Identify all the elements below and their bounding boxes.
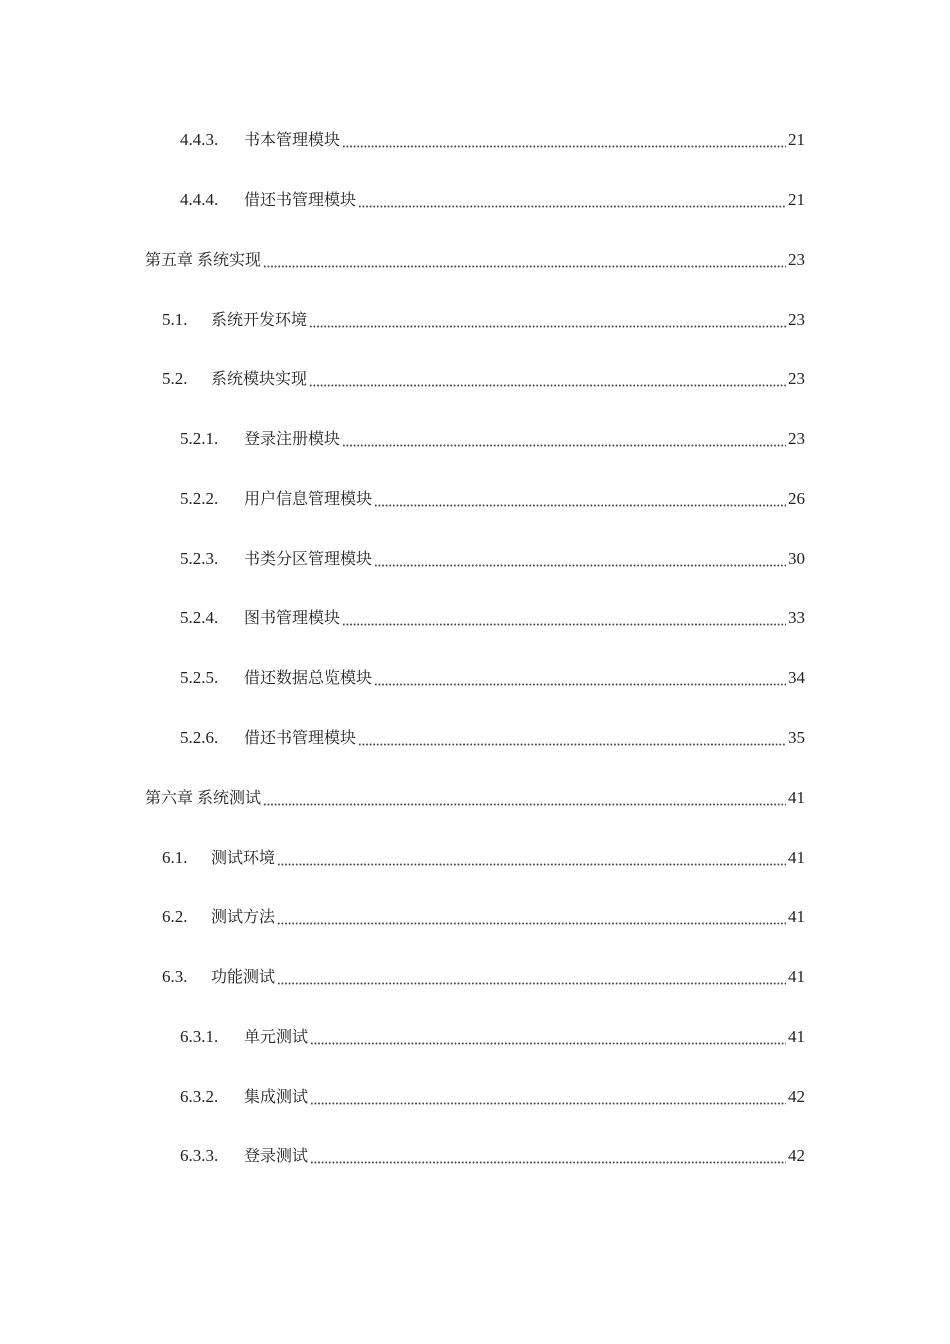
toc-entry[interactable] xyxy=(180,725,805,751)
toc-entry-page: 26 xyxy=(788,489,805,508)
toc-entry[interactable] xyxy=(162,366,805,392)
dot-leader xyxy=(309,375,786,387)
dot-leader xyxy=(310,1033,786,1045)
toc-entry-title: 功能测试 xyxy=(211,967,276,986)
toc-entry-page: 42 xyxy=(788,1087,805,1106)
dot-leader xyxy=(374,555,786,567)
toc-entry[interactable] xyxy=(162,845,805,871)
toc-entry-number: 5.2.4. xyxy=(180,608,219,627)
toc-entry-title: 登录注册模块 xyxy=(244,429,341,448)
toc-entry[interactable] xyxy=(180,426,805,452)
toc-entry-number: 5.2.3. xyxy=(180,549,219,568)
toc-entry-page: 42 xyxy=(788,1146,805,1165)
dot-leader xyxy=(277,913,786,925)
dot-leader xyxy=(309,316,786,328)
toc-entry[interactable] xyxy=(180,1024,805,1050)
dot-leader xyxy=(342,136,786,148)
toc-entry-page: 34 xyxy=(788,668,805,687)
toc-entry[interactable] xyxy=(180,1143,805,1169)
toc-entry-page: 30 xyxy=(788,549,805,568)
toc-entry-number: 6.3.3. xyxy=(180,1146,219,1165)
toc-entry-number: 6.1. xyxy=(162,848,188,867)
toc-entry-title: 测试方法 xyxy=(211,907,276,926)
toc-entry-title: 图书管理模块 xyxy=(244,608,341,627)
toc-entry-number: 4.4.3. xyxy=(180,130,219,149)
toc-entry-page: 33 xyxy=(788,608,805,627)
toc-entry-title: 系统开发环境 xyxy=(211,310,308,329)
toc-entry-title: 用户信息管理模块 xyxy=(244,489,373,508)
toc-entry[interactable] xyxy=(180,127,805,153)
toc-entry-title: 书本管理模块 xyxy=(244,130,341,149)
toc-entry-number: 5.2. xyxy=(162,369,188,388)
toc-entry-title: 借还书管理模块 xyxy=(244,728,357,747)
toc-entry-title: 集成测试 xyxy=(244,1087,309,1106)
dot-leader xyxy=(277,854,786,866)
dot-leader xyxy=(342,435,786,447)
toc-entry[interactable] xyxy=(180,486,805,512)
toc-entry-number: 5.2.5. xyxy=(180,668,219,687)
toc-chapter-title: 系统实现 xyxy=(197,250,262,269)
toc-entry-number: 6.2. xyxy=(162,907,188,926)
toc-entry-number: 4.4.4. xyxy=(180,190,219,209)
dot-leader xyxy=(263,256,786,268)
toc-entry[interactable] xyxy=(180,665,805,691)
toc-entry[interactable] xyxy=(162,904,805,930)
toc-entry-number: 5.2.6. xyxy=(180,728,219,747)
toc-entry-page: 23 xyxy=(788,250,805,269)
toc-chapter-title: 系统测试 xyxy=(197,788,262,807)
toc-entry-page: 21 xyxy=(788,190,805,209)
dot-leader xyxy=(277,973,786,985)
dot-leader xyxy=(342,614,786,626)
toc-entry-number: 5.2.2. xyxy=(180,489,219,508)
toc-entry-title: 测试环境 xyxy=(211,848,276,867)
toc-entry-title: 系统模块实现 xyxy=(211,369,308,388)
toc-entry-page: 41 xyxy=(788,788,805,807)
toc-entry-title: 借还数据总览模块 xyxy=(244,668,373,687)
toc-entry[interactable] xyxy=(180,546,805,572)
toc-entry-page: 41 xyxy=(788,1027,805,1046)
toc-chapter-entry[interactable] xyxy=(145,247,805,273)
toc-entry-number: 5.1. xyxy=(162,310,188,329)
toc-entry-number: 6.3.1. xyxy=(180,1027,219,1046)
dot-leader xyxy=(310,1152,786,1164)
dot-leader xyxy=(358,196,786,208)
toc-entry-number: 5.2.1. xyxy=(180,429,219,448)
toc-entry-page: 41 xyxy=(788,967,805,986)
dot-leader xyxy=(310,1093,786,1105)
toc-entry-number: 6.3. xyxy=(162,967,188,986)
dot-leader xyxy=(358,734,786,746)
toc-entry-number: 6.3.2. xyxy=(180,1087,219,1106)
toc-chapter-number: 第五章 xyxy=(145,250,194,269)
toc-entry-title: 书类分区管理模块 xyxy=(244,549,373,568)
toc-entry[interactable] xyxy=(180,187,805,213)
toc-entry-title: 借还书管理模块 xyxy=(244,190,357,209)
toc-entry[interactable] xyxy=(162,964,805,990)
toc-entry[interactable] xyxy=(180,605,805,631)
toc-entry-page: 23 xyxy=(788,429,805,448)
toc-entry[interactable] xyxy=(180,1084,805,1110)
toc-entry-page: 21 xyxy=(788,130,805,149)
toc-entry[interactable] xyxy=(162,307,805,333)
toc-entry-page: 23 xyxy=(788,369,805,388)
toc-chapter-entry[interactable] xyxy=(145,785,805,811)
toc-entry-title: 单元测试 xyxy=(244,1027,309,1046)
toc-entry-page: 23 xyxy=(788,310,805,329)
dot-leader xyxy=(374,495,786,507)
dot-leader xyxy=(263,794,786,806)
toc-entry-page: 35 xyxy=(788,728,805,747)
toc-chapter-number: 第六章 xyxy=(145,788,194,807)
toc-entry-page: 41 xyxy=(788,848,805,867)
toc-entry-page: 41 xyxy=(788,907,805,926)
dot-leader xyxy=(374,674,786,686)
toc-entry-title: 登录测试 xyxy=(244,1146,309,1165)
